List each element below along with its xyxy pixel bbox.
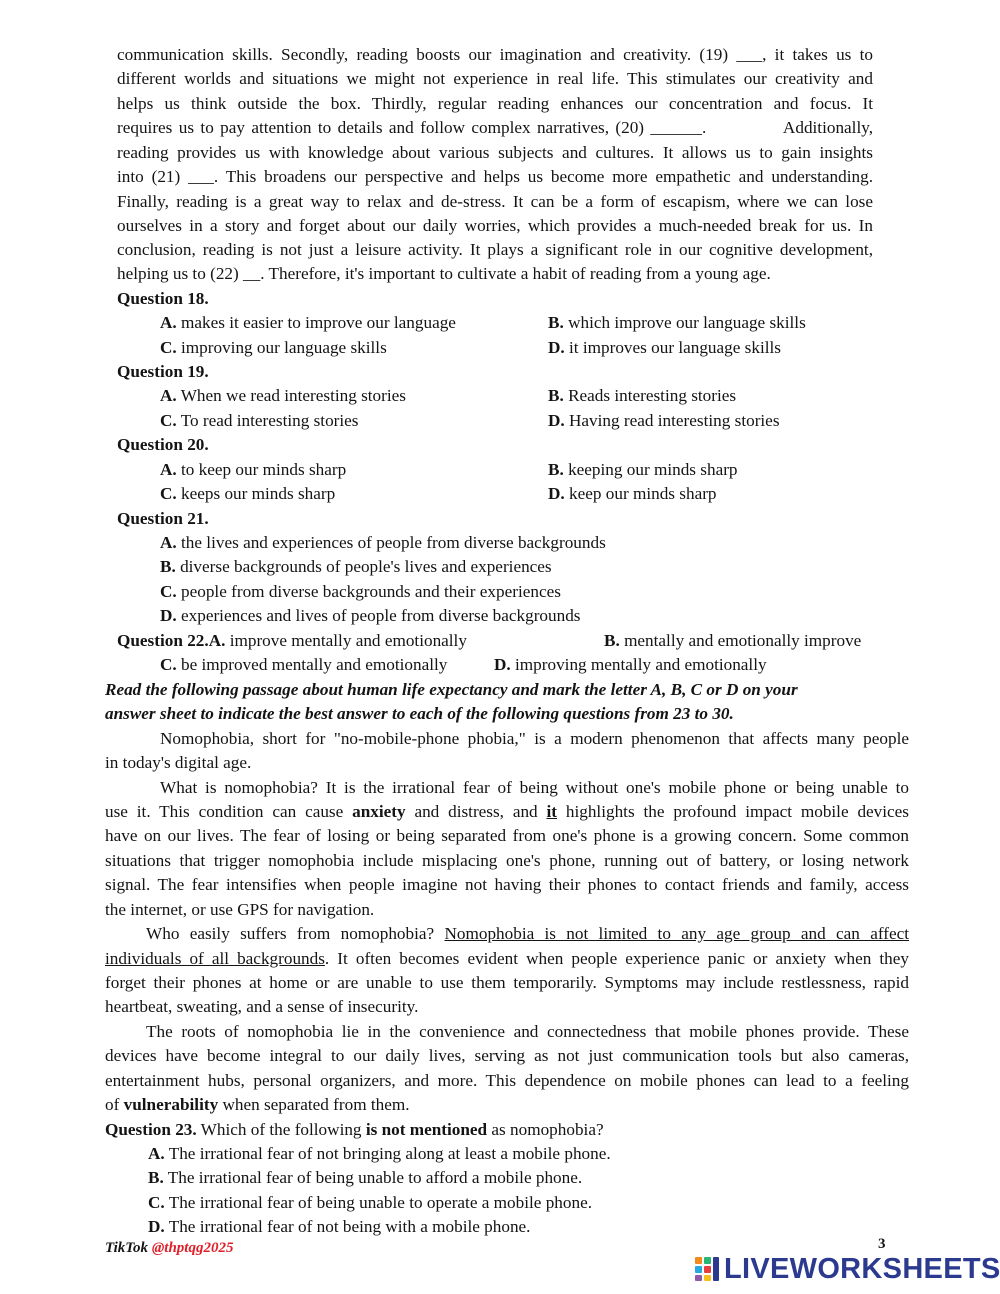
option-d[interactable]	[548, 336, 781, 360]
option-text: keeps our minds sharp	[176, 484, 336, 503]
option-a[interactable]	[148, 1142, 611, 1166]
option-d[interactable]	[494, 653, 767, 677]
option-text: improving our language skills	[176, 338, 387, 357]
option-c[interactable]	[160, 653, 447, 677]
text-run: use it. This condition can cause	[105, 802, 353, 821]
passage-line: The roots of nomophobia lie in the convenience and connectedness that mobile phones provide. These	[146, 1022, 909, 1041]
text-run: Who easily suffers from nomophobia?	[146, 924, 445, 943]
option-text: Having read interesting stories	[564, 411, 780, 430]
passage-line: have on our lives. The fear of losing or being separated from one's phone is a growing concern. Some common	[105, 826, 909, 845]
option-c[interactable]	[160, 409, 359, 433]
option-letter: D.	[160, 606, 177, 625]
text-run: and distress, and	[405, 802, 547, 821]
option-a[interactable]	[160, 531, 606, 555]
text-run: when separated from them.	[218, 1095, 410, 1114]
question-stem	[105, 1118, 604, 1142]
option-c[interactable]	[160, 482, 335, 506]
tiktok-handle[interactable]: @thptqg2025	[151, 1240, 234, 1256]
passage-line: requires us to pay attention to details and follow complex narratives, (20) ______. Additionally,	[117, 118, 873, 137]
option-letter: B.	[604, 631, 620, 650]
option-text: the lives and experiences of people from diverse backgrounds	[176, 533, 606, 552]
option-letter: C.	[160, 338, 177, 357]
passage-line	[105, 1093, 410, 1117]
option-text: improve mentally and emotionally	[225, 631, 467, 650]
option-text: which improve our language skills	[563, 313, 806, 332]
option-d[interactable]	[548, 409, 780, 433]
underlined-sentence: Nomophobia is not limited to any age group and can affect	[444, 924, 909, 943]
passage-line: the internet, or use GPS for navigation.	[105, 900, 375, 919]
option-text: improving mentally and emotionally	[510, 655, 767, 674]
text-run: highlights the profound impact mobile devices	[557, 802, 909, 821]
option-letter: D.	[494, 655, 511, 674]
option-a[interactable]	[160, 458, 346, 482]
question-label: Question 18.	[117, 289, 209, 308]
keyword-vulnerability: vulnerability	[123, 1095, 219, 1114]
passage-line: reading provides us with knowledge about various subjects and cultures. It allows us to gain insights	[117, 143, 873, 162]
brand-text: LIVEWORKSHEETS	[724, 1253, 1000, 1285]
passage-line: different worlds and situations we might not experience in real life. This stimulates our creativity and	[117, 69, 873, 88]
footer-tiktok	[105, 1240, 233, 1257]
option-text: Reads interesting stories	[563, 386, 737, 405]
option-a[interactable]	[160, 311, 456, 335]
option-letter: B.	[548, 313, 564, 332]
option-text: keeping our minds sharp	[563, 460, 738, 479]
option-b[interactable]	[548, 311, 806, 335]
passage-line: helping us to (22) __. Therefore, it's important to cultivate a habit of reading from a young age.	[117, 264, 771, 283]
passage-line: Finally, reading is a great way to relax and de-stress. It can be a form of escapism, where we can lose	[117, 192, 873, 211]
option-letter: C.	[160, 655, 177, 674]
option-d[interactable]	[148, 1215, 530, 1239]
passage-line: into (21) ___. This broadens our perspective and helps us become more empathetic and understanding.	[117, 167, 873, 186]
option-text: keep our minds sharp	[564, 484, 717, 503]
passage-line: communication skills. Secondly, reading boosts our imagination and creativity. (19) ___, it takes us to	[117, 45, 873, 64]
option-letter: A.	[148, 1144, 165, 1163]
passage-line	[105, 947, 909, 971]
tiktok-label: TikTok	[105, 1240, 152, 1256]
passage-line: conclusion, reading is not just a leisure activity. It plays a significant role in our cognitive development,	[117, 240, 873, 259]
option-letter: B.	[548, 460, 564, 479]
passage-line: devices have become integral to our daily lives, serving as not just communication tools but also cameras,	[105, 1046, 909, 1065]
option-letter: B.	[548, 386, 564, 405]
option-text: to keep our minds sharp	[176, 460, 347, 479]
option-letter: D.	[548, 411, 565, 430]
option-c[interactable]	[160, 336, 387, 360]
option-text: The irrational fear of not bringing along at least a mobile phone.	[164, 1144, 611, 1163]
option-c[interactable]	[160, 580, 561, 604]
page-number: 3	[878, 1236, 886, 1252]
passage-line: What is nomophobia? It is the irrational fear of being without one's mobile phone or being unable to	[160, 778, 909, 797]
passage-line: helps us think outside the box. Thirdly, regular reading enhances our concentration and focus. It	[117, 94, 873, 113]
option-letter: A.	[160, 533, 177, 552]
option-letter: D.	[148, 1217, 165, 1236]
text-run: Which of the following	[196, 1120, 366, 1139]
option-letter: A.	[208, 631, 226, 650]
option-b[interactable]	[160, 555, 552, 579]
option-letter: A.	[160, 386, 177, 405]
option-letter: C.	[160, 582, 177, 601]
option-letter: A.	[160, 460, 177, 479]
passage-line	[105, 800, 909, 824]
underlined-sentence: individuals of all backgrounds	[105, 949, 325, 968]
option-letter: D.	[548, 338, 565, 357]
question-label: Question 20.	[117, 435, 209, 454]
liveworksheets-grid-icon	[694, 1256, 720, 1282]
option-a[interactable]	[117, 629, 467, 653]
option-c[interactable]	[148, 1191, 592, 1215]
text-run: . It often becomes evident when people experience panic or anxiety when they	[324, 949, 909, 968]
option-text: it improves our language skills	[564, 338, 781, 357]
option-text: experiences and lives of people from diverse backgrounds	[176, 606, 581, 625]
option-letter: C.	[160, 484, 177, 503]
option-letter: B.	[148, 1168, 164, 1187]
stem-emphasis: is not mentioned	[365, 1120, 488, 1139]
option-text: The irrational fear of not being with a mobile phone.	[164, 1217, 531, 1236]
option-d[interactable]	[548, 482, 717, 506]
option-b[interactable]	[604, 629, 861, 653]
option-text: To read interesting stories	[176, 411, 359, 430]
option-text: mentally and emotionally improve	[619, 631, 862, 650]
option-letter: C.	[148, 1193, 165, 1212]
option-text: people from diverse backgrounds and their experiences	[176, 582, 561, 601]
option-letter: D.	[548, 484, 565, 503]
passage-line: heartbeat, sweating, and a sense of insecurity.	[105, 997, 419, 1016]
text-run: as nomophobia?	[487, 1120, 604, 1139]
option-b[interactable]	[548, 384, 736, 408]
option-text: makes it easier to improve our language	[176, 313, 456, 332]
option-text: The irrational fear of being unable to operate a mobile phone.	[164, 1193, 593, 1212]
passage-line: forget their phones at home or are unable to use them temporarily. Symptoms may include restlessness, rapid	[105, 973, 909, 992]
passage-line: ourselves in a story and forget about our daily worries, which provides a much-needed break for us. In	[117, 216, 873, 235]
passage-line	[146, 922, 909, 946]
passage-line: entertainment hubs, personal organizers, and more. This dependence on mobile phones can lead to a feeling	[105, 1071, 909, 1090]
option-text: The irrational fear of being unable to afford a mobile phone.	[163, 1168, 583, 1187]
liveworksheets-logo[interactable]	[694, 1254, 1000, 1284]
keyword-it: it	[546, 802, 558, 821]
question-label: Question 21.	[117, 509, 209, 528]
passage-line: in today's digital age.	[105, 753, 252, 772]
option-text: be improved mentally and emotionally	[176, 655, 448, 674]
instruction-line: answer sheet to indicate the best answer to each of the following questions from 23 to 30.	[105, 704, 734, 723]
instruction-line: Read the following passage about human life expectancy and mark the letter A, B, C or D on your	[105, 680, 798, 699]
question-label: Question 22.	[117, 631, 209, 650]
option-b[interactable]	[548, 458, 738, 482]
question-label: Question 19.	[117, 362, 209, 381]
option-a[interactable]	[160, 384, 406, 408]
option-text: When we read interesting stories	[176, 386, 406, 405]
option-letter: A.	[160, 313, 177, 332]
option-letter: B.	[160, 557, 176, 576]
text-run: of	[105, 1095, 124, 1114]
option-b[interactable]	[148, 1166, 582, 1190]
keyword-anxiety: anxiety	[352, 802, 406, 821]
option-d[interactable]	[160, 604, 580, 628]
question-label: Question 23.	[105, 1120, 197, 1139]
passage-line: situations that trigger nomophobia include misplacing one's phone, running out of battery, or losing network	[105, 851, 909, 870]
option-letter: C.	[160, 411, 177, 430]
option-text: diverse backgrounds of people's lives and experiences	[175, 557, 552, 576]
passage-line: Nomophobia, short for "no-mobile-phone phobia," is a modern phenomenon that affects many people	[160, 729, 909, 748]
passage-line: signal. The fear intensifies when people imagine not having their phones to contact friends and family, access	[105, 875, 909, 894]
